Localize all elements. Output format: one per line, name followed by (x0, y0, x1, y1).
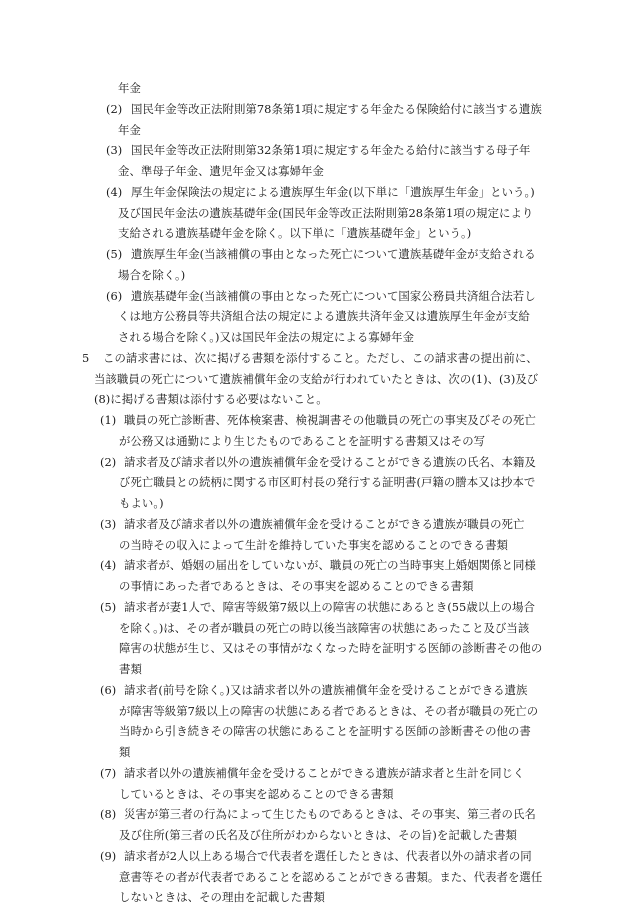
item-number: (3) (100, 516, 117, 531)
line-text: くは地方公務員等共済組合法の規定による遺族共済年金又は遺族厚生年金が支給 (118, 309, 530, 324)
line-text: 金、準母子年金、遺児年金又は寡婦年金 (118, 164, 324, 178)
line-text: 請求者が妻1人で、障害等級第7級以上の障害の状態にあるとき(55歳以上の場合 (124, 599, 535, 614)
line-text: 厚生年金保険法の規定による遺族厚生年金(以下単に「遺族厚生年金」という。) (131, 184, 535, 199)
list-item-6 (0, 286, 630, 307)
line-text: 遺族厚生年金(当該補償の事由となった死亡について遺族基礎年金が支給される (131, 247, 536, 261)
item-number: (2) (100, 454, 117, 469)
line-text: 当該職員の死亡について遺族補償年金の支給が行われていたときは、次の(1)、(3)及び (94, 371, 539, 386)
text-line (0, 369, 630, 390)
line-text: 当時から引き続きその障害の状態にあることを証明する医師の診断書その他の書 (119, 724, 531, 739)
line-text: この請求書には、次に掲げる書類を添付すること。ただし、この請求書の提出前に、 (103, 350, 538, 365)
list-item-1 (0, 410, 630, 431)
text-line (0, 721, 630, 742)
list-item-4 (0, 182, 630, 203)
line-text: 書類 (119, 662, 142, 676)
list-item-2 (0, 99, 630, 120)
line-text: もよい。) (119, 496, 164, 510)
line-text: 遺族基礎年金(当該補償の事由となった死亡について国家公務員共済組合法若し (131, 288, 536, 303)
text-line (0, 867, 630, 888)
item-number: (3) (106, 143, 123, 158)
line-text: を除く。)は、その者が職員の死亡の時以後当該障害の状態にあったこと及び当該 (119, 620, 530, 635)
item-number: (2) (106, 101, 123, 116)
line-text: (8)に掲げる書類は添付する必要はないこと。 (94, 392, 328, 407)
text-line (0, 742, 630, 763)
list-item-5 (0, 597, 630, 618)
line-text: 国民年金等改正法附則第32条第1項に規定する年金たる給付に該当する母子年 (131, 143, 531, 158)
text-line (0, 825, 630, 846)
line-text: 請求者及び請求者以外の遺族補償年金を受けることができる遺族が職員の死亡 (124, 516, 525, 531)
item-number: (7) (100, 765, 117, 780)
item-number: (4) (100, 558, 117, 573)
text-line (0, 120, 630, 141)
text-line (0, 306, 630, 327)
line-text: 障害の状態が生じ、又はその事情がなくなった時を証明する医師の診断書その他の (119, 641, 543, 656)
line-text: び死亡職員との続柄に関する市区町村長の発行する証明書(戸籍の謄本又は抄本で (119, 475, 536, 490)
item-number: (6) (100, 682, 117, 697)
line-text: 及び国民年金法の遺族基礎年金(国民年金等改正法附則第28条第1項の規定により (118, 205, 534, 220)
list-item-9 (0, 846, 630, 867)
line-text: 場合を除く。) (118, 267, 186, 282)
text-line (0, 638, 630, 659)
line-text: 支給される遺族基礎年金を除く。以下単に「遺族基礎年金」という。) (118, 226, 472, 241)
line-text: 国民年金等改正法附則第78条第1項に規定する年金たる保険給付に該当する遺族 (131, 101, 542, 116)
text-line (0, 618, 630, 639)
line-text: 請求者が、婚姻の届出をしていないが、職員の死亡の当時事実上婚姻関係と同様 (124, 558, 536, 573)
document-page (0, 78, 630, 908)
item-number: (5) (100, 599, 117, 614)
line-text: 請求者以外の遺族補償年金を受けることができる遺族が請求者と生計を同じく (124, 765, 525, 780)
line-text: が障害等級第7級以上の障害の状態にある者であるときは、その者が職員の死亡の (119, 703, 539, 718)
line-text: 請求者(前号を除く。)又は請求者以外の遺族補償年金を受けることができる遺族 (124, 682, 528, 697)
list-item-3 (0, 140, 630, 161)
line-text: 職員の死亡診断書、死体検案書、検視調書その他職員の死亡の事実及びその死亡 (124, 413, 536, 427)
text-line (0, 659, 630, 680)
item-number: (6) (106, 288, 123, 303)
text-line (0, 78, 630, 99)
line-text: の当時その収入によって生計を維持していた事実を認めることのできる書類 (119, 537, 508, 552)
text-line (0, 327, 630, 348)
item-number: (8) (100, 807, 117, 822)
line-text: 及び住所(第三者の氏名及び住所がわからないときは、その旨)を記載した書類 (119, 828, 517, 842)
text-line (0, 887, 630, 908)
line-text: しているときは、その事実を認めることのできる書類 (119, 786, 394, 801)
line-text: 災害が第三者の行為によって生じたものであるときは、その事実、第三者の氏名 (124, 807, 536, 822)
text-line (0, 701, 630, 722)
text-line (0, 389, 630, 410)
line-text: が公務又は通勤により生じたものであることを証明する書類又はその写 (119, 433, 486, 448)
line-text: 類 (119, 745, 131, 759)
list-item-6 (0, 680, 630, 701)
list-item-4 (0, 555, 630, 576)
text-line (0, 576, 630, 597)
list-item-7 (0, 763, 630, 784)
list-item-2 (0, 452, 630, 473)
line-text: しないときは、その理由を記載した書類 (119, 890, 325, 905)
section-number: 5 (82, 350, 90, 365)
list-item-3 (0, 514, 630, 535)
list-item-8 (0, 804, 630, 825)
section-5 (0, 348, 630, 369)
line-text: の事情にあった者であるときは、その事実を認めることのできる書類 (119, 579, 474, 593)
line-text: 年金 (118, 122, 141, 137)
text-line (0, 784, 630, 805)
text-line (0, 161, 630, 182)
item-number: (4) (106, 184, 123, 199)
text-line (0, 203, 630, 224)
line-text: 請求者及び請求者以外の遺族補償年金を受けることができる遺族の氏名、本籍及 (124, 454, 536, 469)
line-text: 請求者が2人以上ある場合で代表者を選任したときは、代表者以外の請求者の同 (124, 848, 532, 863)
line-text: 年金 (118, 81, 141, 95)
text-line (0, 535, 630, 556)
item-number: (5) (106, 247, 123, 261)
text-line (0, 493, 630, 514)
item-number: (9) (100, 848, 117, 863)
list-item-5 (0, 244, 630, 265)
text-line (0, 265, 630, 286)
line-text: される場合を除く。)又は国民年金法の規定による寡婦年金 (118, 330, 415, 344)
text-line (0, 223, 630, 244)
item-number: (1) (100, 413, 117, 427)
text-line (0, 472, 630, 493)
text-line (0, 431, 630, 452)
line-text: 意書等その者が代表者であることを認めることができる書類。また、代表者を選任 (119, 869, 543, 884)
